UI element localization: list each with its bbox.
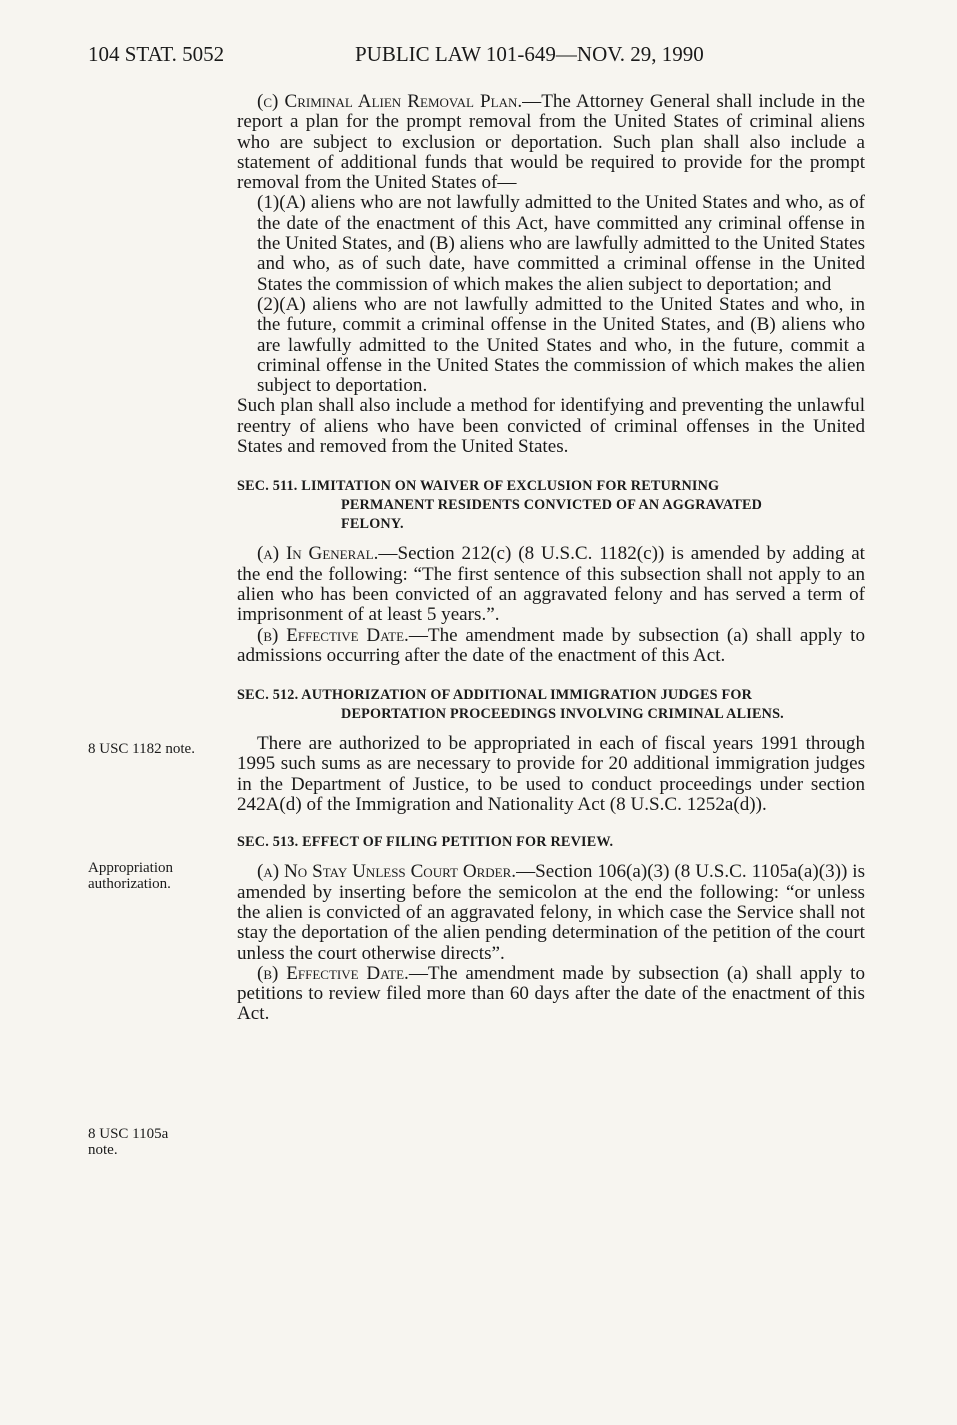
subsection-c-list [237, 193, 865, 396]
section-513-a [237, 862, 865, 963]
section-511-b-label: (b) Effective Date. [257, 624, 409, 646]
section-511-title-line3: FELONY. [341, 516, 404, 533]
section-511-a-text: —Section 212(c) (8 U.S.C. 1182(c)) is amended by adding at the end the following: “The first sentence of this subsection shall not apply to an alien who has been convicted of an aggravated felony and has served a term of imprisonment of at least 5 years.”. [237, 543, 865, 626]
section-511-a-label: (a) In General. [257, 543, 379, 565]
section-511-title-line2: PERMANENT RESIDENTS CONVICTED OF AN AGGRAVATED [341, 497, 763, 514]
section-512-heading [237, 686, 865, 724]
margin-note-8usc1105a: 8 USC 1105a note. [88, 1126, 169, 1158]
section-512-text: There are authorized to be appropriated in each of fiscal years 1991 through 1995 such sums as are necessary to provide for 20 additional immigration judges in the Department of Justice, to be used to conduct proceedings under section 242A(d) of the Immigration and Nationality Act (8 U.S.C. 1252a(d)). [237, 733, 865, 816]
document-body [237, 92, 865, 1025]
subsection-c-closing: Such plan shall also include a method for identifying and preventing the unlawful reentry of aliens who have been convicted of criminal offenses in the United States and removed from the United States. [237, 395, 865, 458]
subsection-c-text: —The Attorney General shall include in the report a plan for the prompt removal from the United States of criminal aliens who are subject to exclusion or deportation. Such plan shall also include a statement of additional funds that would be required to provide for the prompt removal from the United States of— [237, 91, 865, 194]
section-513-b-label: (b) Effective Date. [257, 962, 409, 984]
list-item-2: (2)(A) aliens who are not lawfully admitted to the United States and who, in the future, commit a criminal offense in the United States, and (B) aliens who are lawfully admitted to the United States and who, in the future, commit a criminal offense in the United States the commission of which makes the alien subject to deportation. [257, 293, 865, 397]
section-511-title-line1: LIMITATION ON WAIVER OF EXCLUSION FOR RETURNING [301, 478, 720, 495]
section-511-heading [237, 477, 865, 534]
section-511-b [237, 626, 865, 667]
subsection-c-heading: (c) Criminal Alien Removal Plan. [257, 91, 523, 112]
section-512-title-line2: DEPORTATION PROCEEDINGS INVOLVING CRIMINAL ALIENS. [341, 706, 784, 723]
public-law-title: PUBLIC LAW 101-649—NOV. 29, 1990 [355, 42, 704, 66]
margin-note-8usc1182: 8 USC 1182 note. [88, 741, 195, 757]
section-513-heading [237, 833, 865, 852]
section-513-b [237, 964, 865, 1025]
section-513-number: SEC. 513. [237, 834, 299, 851]
margin-note-appropriation: Appropriation authorization. [88, 860, 173, 892]
section-513-a-label: (a) No Stay Unless Court Order. [257, 861, 517, 883]
section-513-b-text: —The amendment made by subsection (a) shall apply to petitions to review filed more than 60 days after the date of the enactment of this Act. [237, 962, 865, 1025]
section-513-a-text: —Section 106(a)(3) (8 U.S.C. 1105a(a)(3)) is amended by inserting before the semicolon at the end the following: “or unless the alien is convicted of an aggravated felony, in which case the Service shall not stay the deportation of the alien pending determination of the petition of the court unless the court otherwise directs”. [237, 861, 865, 964]
list-item-1: (1)(A) aliens who are not lawfully admitted to the United States and who, as of the date of the enactment of this Act, have committed any criminal offense in the United States, and (B) aliens who are lawfully admitted to the United States and who, as of such date, have committed a criminal offense in the United States the commission of which makes the alien subject to deportation; and [257, 192, 865, 295]
section-512-title-line1: AUTHORIZATION OF ADDITIONAL IMMIGRATION JUDGES FOR [301, 687, 753, 704]
page-header [88, 42, 888, 72]
section-511-b-text: —The amendment made by subsection (a) shall apply to admissions occurring after the date of the enactment of this Act. [237, 624, 865, 666]
statute-citation: 104 STAT. 5052 [88, 42, 225, 66]
section-511-number: SEC. 511. [237, 478, 298, 495]
subsection-c [237, 92, 865, 193]
section-513-title-line1: EFFECT OF FILING PETITION FOR REVIEW. [302, 834, 614, 851]
section-511-a [237, 544, 865, 625]
section-512-number: SEC. 512. [237, 687, 299, 704]
